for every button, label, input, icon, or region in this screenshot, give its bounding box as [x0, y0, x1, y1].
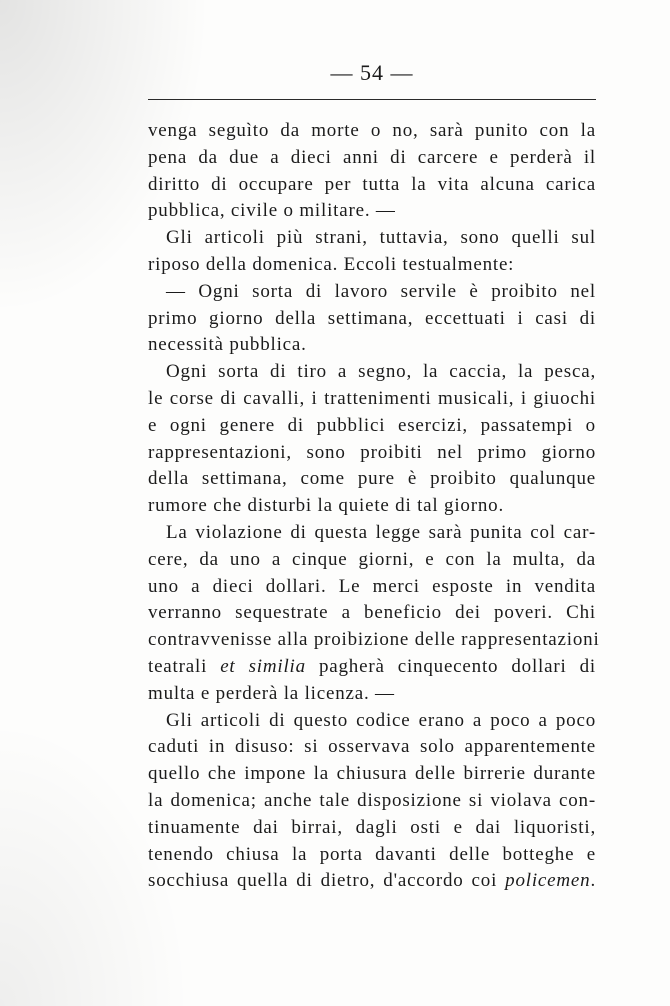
text-line: caduti in disuso: si osservava solo apparentemente: [148, 736, 596, 758]
text-line: tinuamente dai birrai, dagli osti e dai liquoristi,: [148, 816, 596, 838]
text-line: necessità pubblica.: [148, 334, 307, 356]
text-line: diritto di occupare per tutta la vita alcuna carica: [148, 173, 596, 195]
text-line: cere, da uno a cinque giorni, e con la multa, da: [148, 548, 596, 570]
header-rule: [148, 99, 596, 100]
italic-term: et similia: [220, 655, 306, 677]
text-line: la domenica; anche tale disposizione si violava con-: [148, 789, 596, 811]
text-line: contravvenisse alla proibizione delle rappresentazioni: [148, 629, 600, 651]
text-line: pubblica, civile o militare. —: [148, 200, 396, 222]
text-line: uno a dieci dollari. Le merci esposte in vendita: [148, 575, 596, 597]
text-line: venga seguìto da morte o no, sarà punito con la: [148, 120, 596, 141]
text-line: — Ogni sorta di lavoro servile è proibito nel: [166, 280, 596, 302]
text-line: verranno sequestrate a beneficio dei poveri. Chi: [148, 602, 596, 624]
text-line: La violazione di questa legge sarà punita col car-: [166, 521, 596, 543]
italic-term: policemen: [505, 870, 591, 892]
text-line: tenendo chiusa la porta davanti delle botteghe e: [148, 843, 596, 865]
text-line: e ogni genere di pubblici esercizi, passatempi o: [148, 414, 596, 436]
text-line: Gli articoli più strani, tuttavia, sono quelli sul: [166, 227, 596, 249]
text-line: le corse di cavalli, i trattenimenti musicali, i giuochi: [148, 387, 596, 409]
text-line: [148, 868, 596, 895]
text-line: Ogni sorta di tiro a segno, la caccia, la pesca,: [166, 361, 596, 383]
text-segment: socchiusa quella di dietro, d'accordo coi: [148, 870, 506, 892]
text-line: rumore che disturbi la quiete di tal giorno.: [148, 495, 505, 517]
text-line: [148, 654, 596, 681]
text-line: quello che impone la chiusura delle birrerie durante: [148, 763, 596, 785]
text-line: riposo della domenica. Eccoli testualmente:: [148, 253, 515, 275]
text-line: della settimana, come pure è proibito qualunque: [148, 468, 596, 490]
text-line: rappresentazioni, sono proibiti nel primo giorno: [148, 441, 596, 463]
page-number: — 54 —: [330, 60, 414, 85]
text-segment: .: [590, 870, 596, 892]
text-line: Gli articoli di questo codice erano a poco a poco: [166, 709, 596, 731]
text-segment: teatrali: [148, 655, 221, 677]
text-line: primo giorno della settimana, eccettuati i casi di: [148, 307, 596, 329]
body-text: [148, 118, 600, 895]
text-segment: pagherà cinquecento dollari di: [305, 655, 596, 677]
text-line: pena da due a dieci anni di carcere e perderà il: [148, 146, 596, 168]
text-line: multa e perderà la licenza. —: [148, 682, 395, 704]
